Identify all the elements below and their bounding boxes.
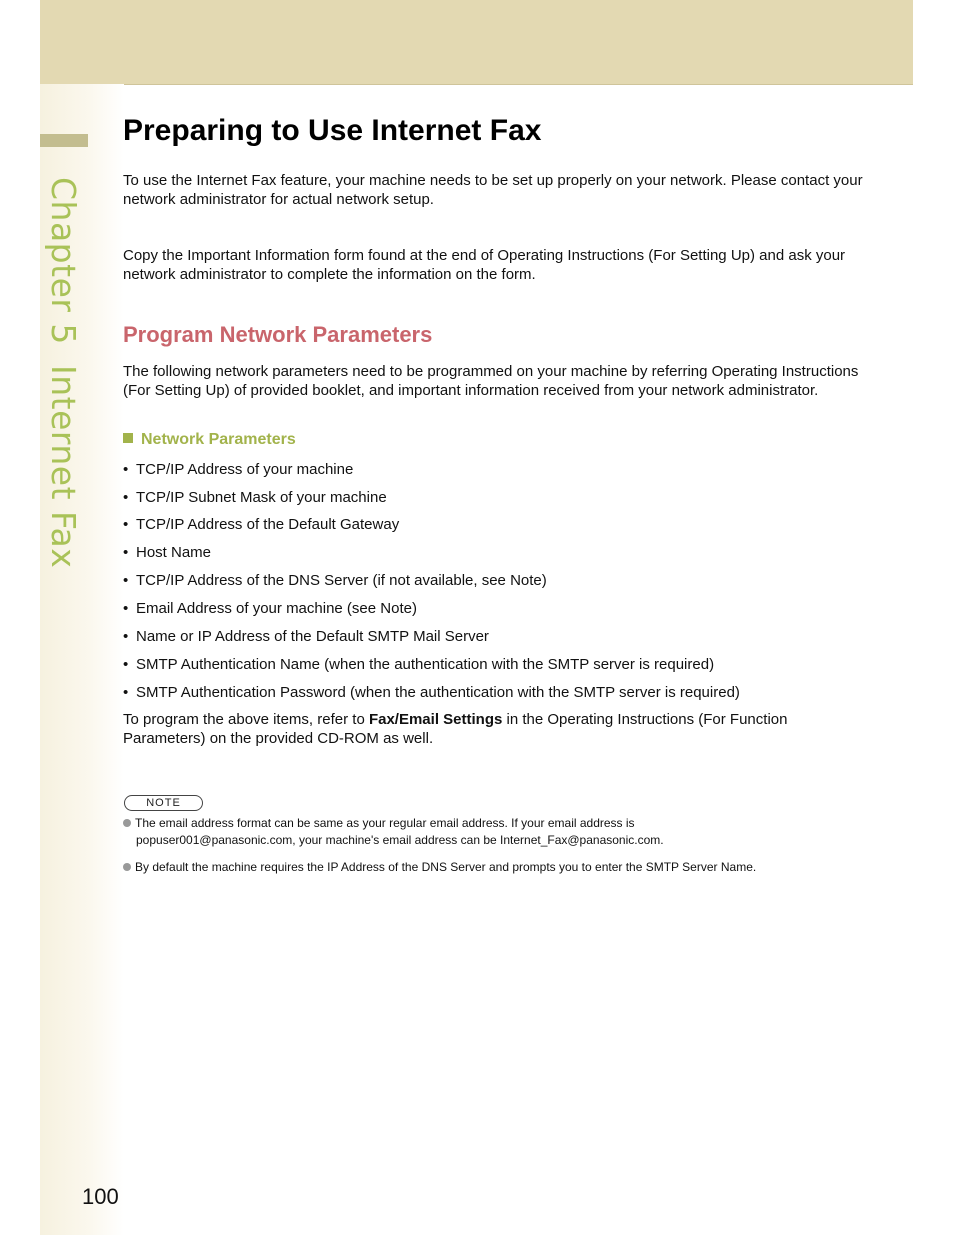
list-item-text: TCP/IP Address of your machine bbox=[136, 461, 354, 478]
list-item-text: TCP/IP Address of the DNS Server (if not available, see Note) bbox=[136, 572, 547, 589]
bullet-dot-icon bbox=[123, 863, 131, 871]
chapter-label bbox=[44, 177, 83, 569]
list-item-text: Email Address of your machine (see Note) bbox=[136, 600, 417, 617]
note-badge: NOTE bbox=[124, 795, 203, 811]
list-item-text: SMTP Authentication Password (when the authentication with the SMTP server is required) bbox=[136, 684, 740, 701]
list-item-text: TCP/IP Subnet Mask of your machine bbox=[136, 489, 387, 506]
chapter-marker-bar bbox=[40, 134, 88, 147]
list-item: • SMTP Authentication Name (when the authentication with the SMTP server is required) bbox=[123, 656, 715, 673]
list-item: • SMTP Authentication Password (when the authentication with the SMTP server is required) bbox=[123, 684, 740, 701]
note-item: The email address format can be same as your regular email address. If your email address is popuser001@panasonic.com, your machine's email address can be Internet_Fax@panasonic.com. bbox=[123, 815, 664, 849]
program-instructions: To program the above items, refer to Fax/Email Settings in the Operating Instructions (For Function Parameters) on the provided CD-ROM as well. bbox=[123, 711, 788, 747]
square-bullet-icon bbox=[123, 433, 133, 443]
intro-paragraph-1: To use the Internet Fax feature, your machine needs to be set up properly on your network. Please contact your network administrator for actual network setup. bbox=[123, 172, 863, 208]
list-item-text: Host Name bbox=[136, 544, 212, 561]
intro-paragraph-2: Copy the Important Information form found at the end of Operating Instructions (For Setting Up) and ask your network administrator to complete the information on the form. bbox=[123, 247, 846, 283]
chapter-number: Chapter 5 bbox=[44, 177, 83, 345]
note-item: By default the machine requires the IP Address of the DNS Server and prompts you to enter the SMTP Server Name. bbox=[123, 859, 756, 876]
subsection-heading bbox=[123, 431, 296, 449]
section-description: The following network parameters need to be programmed on your machine by referring Operating Instructions (For Setting Up) of provided booklet, and important information received from your network administrator. bbox=[123, 363, 859, 399]
list-item: • TCP/IP Address of the Default Gateway bbox=[123, 516, 400, 533]
chapter-topic: Internet Fax bbox=[44, 364, 83, 569]
header-band bbox=[40, 0, 913, 85]
list-item-text: SMTP Authentication Name (when the authentication with the SMTP server is required) bbox=[136, 656, 715, 673]
list-item-text: Name or IP Address of the Default SMTP Mail Server bbox=[136, 628, 489, 645]
list-item-text: TCP/IP Address of the Default Gateway bbox=[136, 516, 400, 533]
page-title: Preparing to Use Internet Fax bbox=[123, 114, 542, 147]
section-heading: Program Network Parameters bbox=[123, 322, 433, 347]
list-item: • TCP/IP Subnet Mask of your machine bbox=[123, 489, 387, 506]
list-item: • Host Name bbox=[123, 544, 212, 561]
list-item: • TCP/IP Address of your machine bbox=[123, 461, 354, 478]
list-item: • Email Address of your machine (see Note) bbox=[123, 600, 417, 617]
settings-reference: Fax/Email Settings bbox=[368, 711, 503, 728]
subsection-heading-text: Network Parameters bbox=[141, 431, 296, 448]
page-number: 100 bbox=[82, 1184, 119, 1209]
list-item: • Name or IP Address of the Default SMTP Mail Server bbox=[123, 628, 489, 645]
bullet-dot-icon bbox=[123, 819, 131, 827]
list-item: • TCP/IP Address of the DNS Server (if not available, see Note) bbox=[123, 572, 547, 589]
